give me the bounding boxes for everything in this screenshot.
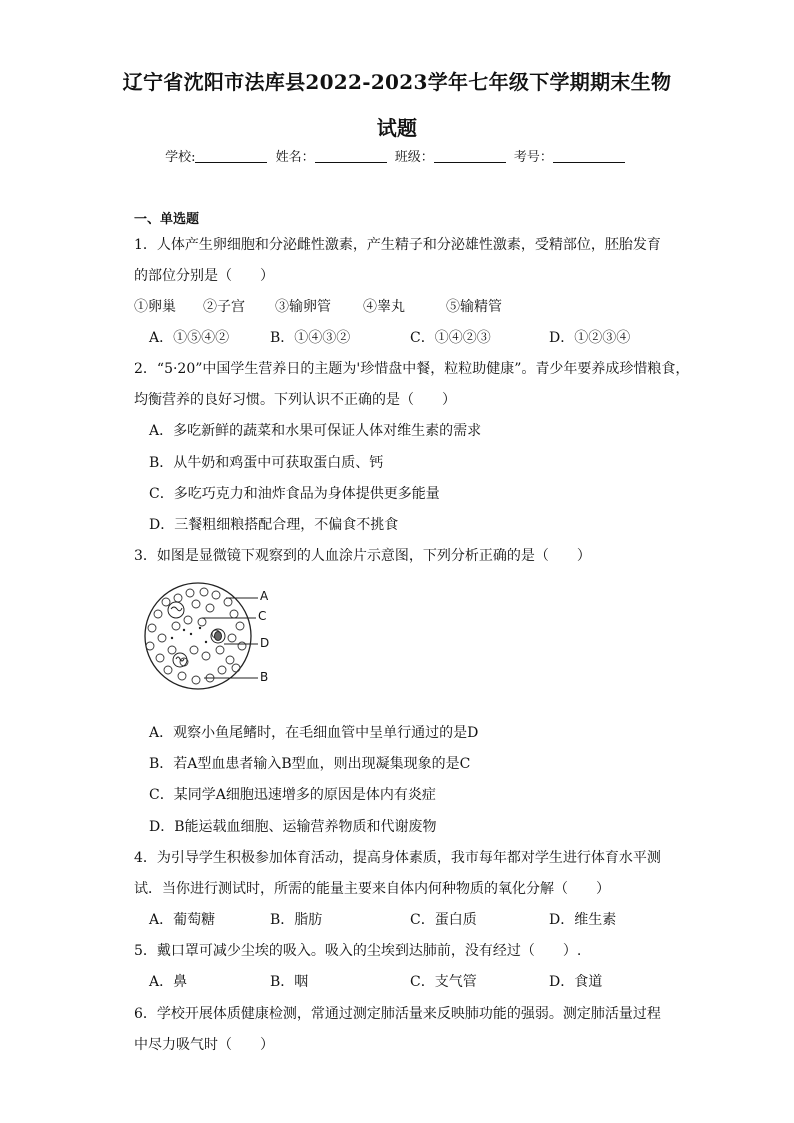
q3-option-b[interactable]: B．若A型血患者输入B型血，则出现凝集现象的是C [149, 756, 471, 772]
q4-stem-line2: 试．当你进行测试时，所需的能量主要来自体内何种物质的氧化分解（ ） [134, 881, 610, 897]
document-title-line2: 试题 [376, 116, 418, 140]
q1-item-3: ③输卵管 [275, 299, 331, 315]
q5-option-b[interactable]: B．咽 [270, 974, 309, 990]
q1-option-b[interactable]: B．①④③② [270, 330, 351, 346]
q1-item-4: ④睾丸 [363, 299, 405, 315]
q6-stem-line1: 6．学校开展体质健康检测，常通过测定肺活量来反映肺功能的强弱。测定肺活量过程 [134, 1006, 661, 1022]
school-label: 学校: [165, 150, 196, 165]
q1-item-1: ①卵巢 [134, 299, 176, 315]
q2-stem-line1: 2．“5·20”中国学生营养日的主题为'珍惜盘中餐，粒粒助健康”。青少年要养成珍惜粮食， [134, 361, 690, 377]
school-blank [195, 150, 267, 163]
q4-option-a[interactable]: A．葡萄糖 [149, 912, 216, 928]
q4-option-b[interactable]: B．脂肪 [270, 912, 323, 928]
q3-stem-line1: 3．如图是显微镜下观察到的人血涂片示意图，下列分析正确的是（ ） [134, 548, 591, 564]
q3-option-a[interactable]: A．观察小鱼尾鳍时，在毛细血管中呈单行通过的是D [149, 725, 479, 741]
q1-option-a[interactable]: A．①⑤④② [149, 330, 230, 346]
q5-option-c[interactable]: C．支气管 [410, 974, 477, 990]
q5-option-d[interactable]: D．食道 [549, 974, 603, 990]
q2-option-d[interactable]: D．三餐粗细粮搭配合理，不偏食不挑食 [149, 517, 399, 533]
figure-label-a: A [260, 589, 269, 603]
class-label: 班级： [394, 150, 434, 165]
document-title-line1: 辽宁省沈阳市法库县2022-2023学年七年级下学期期末生物 [122, 70, 672, 94]
number-blank [553, 150, 625, 163]
q1-stem-line1: 1．人体产生卵细胞和分泌雌性激素，产生精子和分泌雄性激素，受精部位，胚胎发育 [134, 237, 661, 253]
class-blank [434, 150, 506, 163]
q2-option-c[interactable]: C．多吃巧克力和油炸食品为身体提供更多能量 [149, 486, 440, 502]
name-label: 姓名： [275, 150, 315, 165]
q1-option-c[interactable]: C．①④②③ [410, 330, 491, 346]
q5-option-a[interactable]: A．鼻 [149, 974, 188, 990]
q4-option-d[interactable]: D．维生素 [549, 912, 617, 928]
number-label: 考号： [513, 150, 553, 165]
q2-stem-line2: 均衡营养的良好习惯。下列认识不正确的是（ ） [134, 392, 456, 408]
q3-option-c[interactable]: C．某同学A细胞迅速增多的原因是体内有炎症 [149, 787, 436, 803]
figure-label-b: B [260, 670, 269, 684]
section-title: 一、单选题 [134, 212, 200, 227]
q1-stem-line2: 的部位分别是（ ） [134, 268, 274, 284]
student-info-row [0, 146, 794, 165]
q5-stem-line1: 5．戴口罩可减少尘埃的吸入。吸入的尘埃到达肺前，没有经过（ ）. [134, 943, 582, 959]
q4-option-c[interactable]: C．蛋白质 [410, 912, 477, 928]
figure-label-c: C [258, 609, 267, 623]
q3-option-d[interactable]: D．B能运载血细胞、运输营养物质和代谢废物 [149, 819, 437, 835]
q1-item-5: ⑤输精管 [446, 299, 502, 315]
q4-stem-line1: 4．为引导学生积极参加体育活动，提高身体素质，我市每年都对学生进行体育水平测 [134, 850, 661, 866]
q1-option-d[interactable]: D．①②③④ [549, 330, 631, 346]
q2-option-b[interactable]: B．从牛奶和鸡蛋中可获取蛋白质、钙 [149, 455, 384, 471]
q6-stem-line2: 中尽力吸气时（ ） [134, 1037, 274, 1053]
q1-item-2: ②子宫 [203, 299, 245, 315]
name-blank [315, 150, 387, 163]
q2-option-a[interactable]: A．多吃新鲜的蔬菜和水果可保证人体对维生素的需求 [149, 423, 482, 439]
figure-label-d: D [260, 636, 270, 650]
